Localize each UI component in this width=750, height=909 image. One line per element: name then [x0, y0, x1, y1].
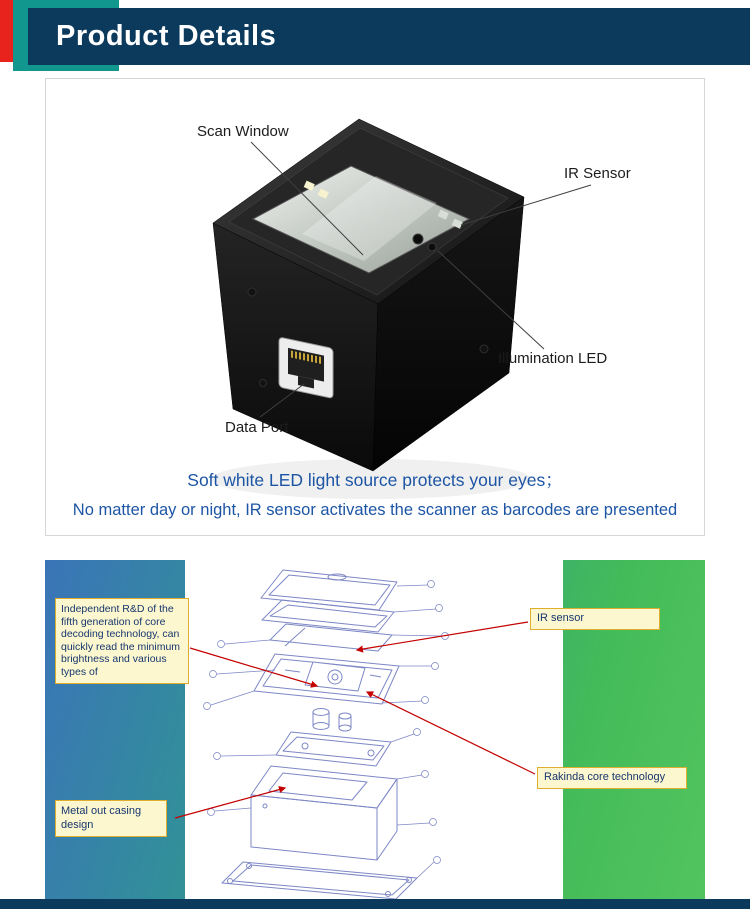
exploded-diagram — [185, 560, 563, 899]
note-ir-sensor: IR sensor — [530, 608, 660, 630]
note-decoding-technology: Independent R&D of the fifth generation of core decoding technology, can quickly read the minimum brightness and various types of — [55, 598, 189, 684]
tagline-ir-sensor: No matter day or night, IR sensor activates the scanner as barcodes are presented — [72, 501, 678, 519]
exploded-diagram-panel — [185, 560, 563, 899]
callout-scan-window: Scan Window — [197, 123, 289, 140]
bottom-divider — [0, 899, 750, 909]
note-core-technology: Rakinda core technology — [537, 767, 687, 789]
part-bracket — [276, 732, 391, 766]
page-title: Product Details — [56, 20, 277, 52]
part-glass — [270, 624, 392, 651]
exploded-diagram-section — [45, 560, 705, 899]
part-base-plate — [222, 862, 417, 899]
callout-ir-sensor: IR Sensor — [564, 165, 631, 182]
note-metal-casing: Metal out casing design — [55, 800, 167, 837]
part-housing-with-engine — [254, 654, 399, 704]
header-bar — [28, 8, 750, 65]
callout-data-port: Data Port — [225, 419, 289, 436]
header-red-accent — [0, 0, 13, 62]
part-metal-case — [251, 766, 397, 860]
tagline-led-light: Soft white LED light source protects your eyes； — [187, 470, 563, 490]
part-cylinders — [313, 709, 351, 732]
product-photo-panel — [45, 78, 705, 536]
callout-illumination-led: Illumination LED — [498, 350, 608, 367]
part-top-cover — [261, 570, 397, 610]
